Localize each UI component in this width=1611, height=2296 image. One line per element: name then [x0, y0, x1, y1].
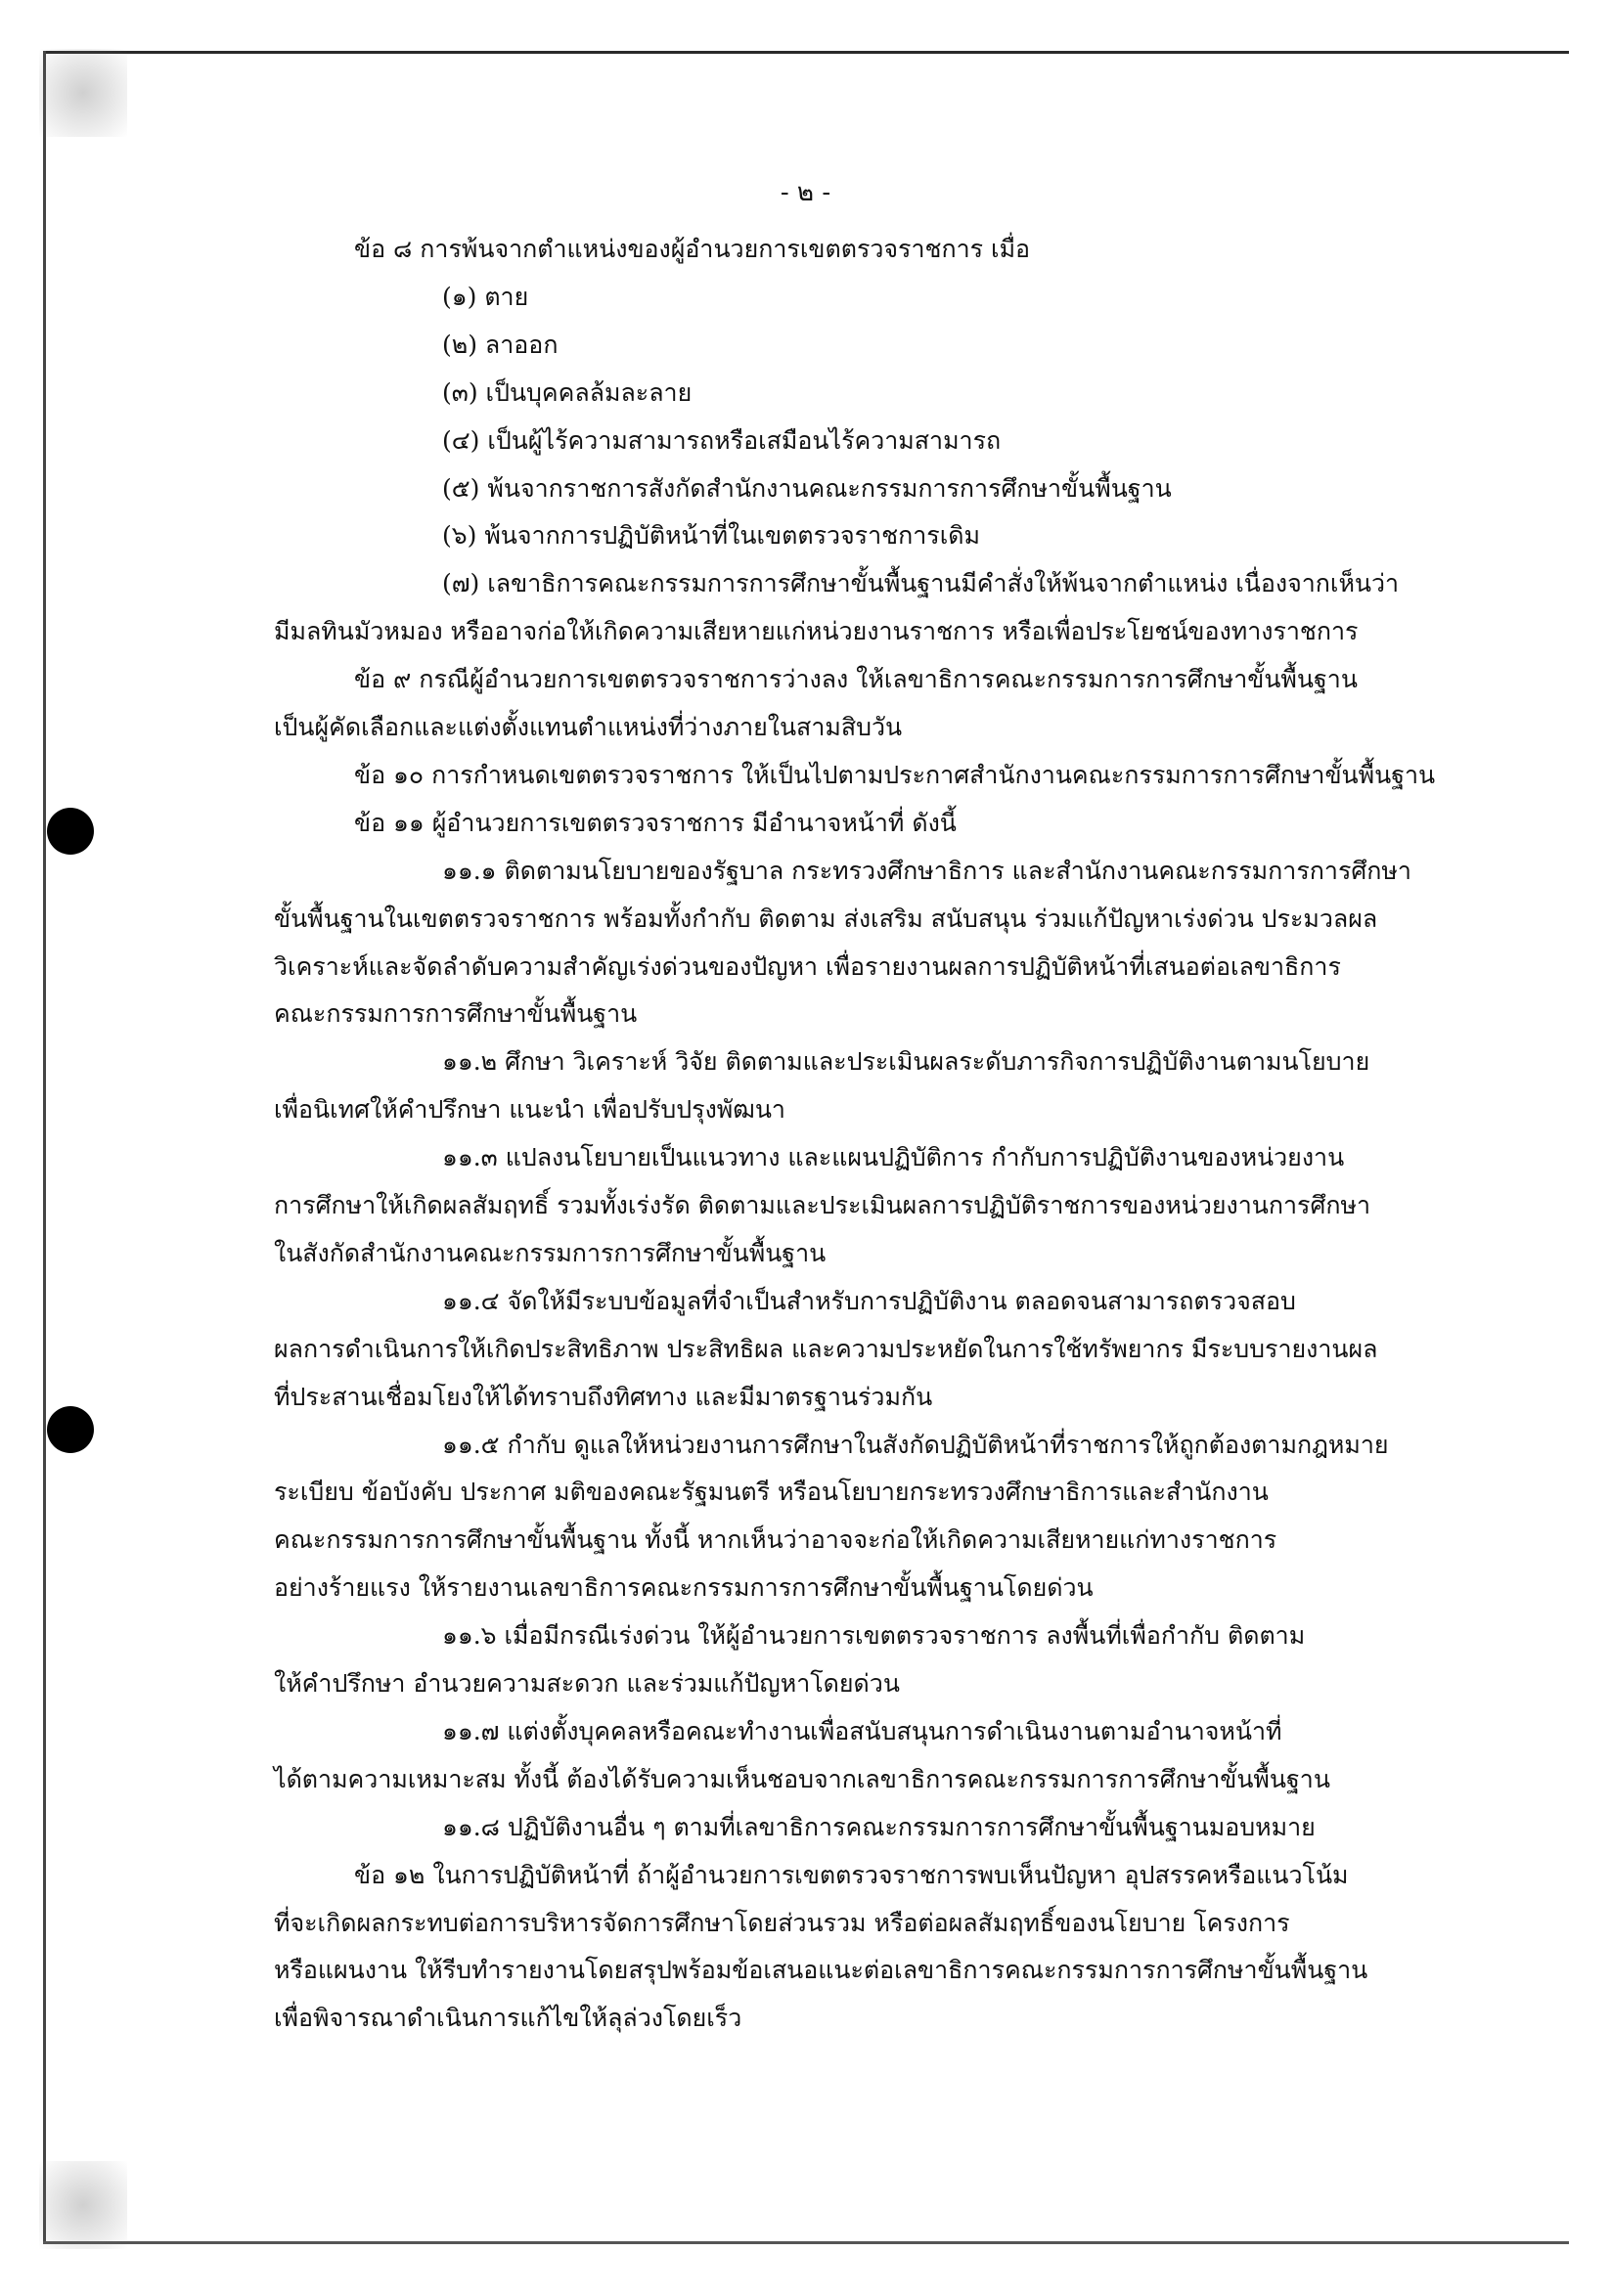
text-line: เป็นผู้คัดเลือกและแต่งตั้งแทนตำแหน่งที่ว่างภายในสามสิบวัน	[274, 713, 903, 741]
text-line: หรือแผนงาน ให้รีบทำรายงานโดยสรุปพร้อมข้อเสนอแนะต่อเลขาธิการคณะกรรมการการศึกษาขั้นพื้นฐาน	[274, 1956, 1368, 1985]
text-line: ข้อ ๑๐ การกำหนดเขตตรวจราชการ ให้เป็นไปตามประกาศสำนักงานคณะกรรมการการศึกษาขั้นพื้นฐาน	[354, 760, 1436, 789]
text-line: การศึกษาให้เกิดผลสัมฤทธิ์ รวมทั้งเร่งรัด ติดตามและประเมินผลการปฏิบัติราชการของหน่วยงานการศึกษา	[274, 1191, 1370, 1219]
text-line: ในสังกัดสำนักงานคณะกรรมการการศึกษาขั้นพื้นฐาน	[274, 1238, 827, 1267]
text-line: เพื่อนิเทศให้คำปรึกษา แนะนำ เพื่อปรับปรุงพัฒนา	[274, 1095, 785, 1125]
punch-hole-bottom	[47, 1406, 94, 1453]
scan-border-left	[43, 51, 46, 2241]
scan-smudge-top-left	[39, 49, 127, 137]
text-line: ๑๑.๘ ปฏิบัติงานอื่น ๆ ตามที่เลขาธิการคณะกรรมการการศึกษาขั้นพื้นฐานมอบหมาย	[442, 1812, 1316, 1841]
text-line: ๑๑.๒ ศึกษา วิเคราะห์ วิจัย ติดตามและประเมินผลระดับภารกิจการปฏิบัติงานตามนโยบาย	[442, 1047, 1370, 1077]
text-line: ข้อ ๙ กรณีผู้อำนวยการเขตตรวจราชการว่างลง ให้เลขาธิการคณะกรรมการการศึกษาขั้นพื้นฐาน	[354, 665, 1358, 694]
text-line: (๔) เป็นผู้ไร้ความสามารถหรือเสมือนไร้ความสามารถ	[442, 425, 1002, 455]
text-line: ขั้นพื้นฐานในเขตตรวจราชการ พร้อมทั้งกำกับ ติดตาม ส่งเสริม สนับสนุน ร่วมแก้ปัญหาเร่งด่วน ประมวลผล	[274, 904, 1378, 933]
text-line: ๑๑.๕ กำกับ ดูแลให้หน่วยงานการศึกษาในสังกัดปฏิบัติหน้าที่ราชการให้ถูกต้องตามกฎหมาย	[442, 1430, 1389, 1459]
text-line: ๑๑.๔ จัดให้มีระบบข้อมูลที่จำเป็นสำหรับการปฏิบัติงาน ตลอดจนสามารถตรวจสอบ	[442, 1286, 1296, 1315]
text-line: ๑๑.๑ ติดตามนโยบายของรัฐบาล กระทรวงศึกษาธิการ และสำนักงานคณะกรรมการการศึกษา	[442, 856, 1411, 885]
text-line: ที่ประสานเชื่อมโยงให้ได้ทราบถึงทิศทาง และมีมาตรฐานร่วมกัน	[274, 1382, 933, 1411]
text-line: ผลการดำเนินการให้เกิดประสิทธิภาพ ประสิทธิผล และความประหยัดในการใช้ทรัพยากร มีระบบรายงานผล	[274, 1334, 1378, 1363]
scan-border-top	[43, 51, 1569, 54]
text-line: คณะกรรมการการศึกษาขั้นพื้นฐาน	[274, 999, 638, 1029]
text-line: (๖) พ้นจากการปฏิบัติหน้าที่ในเขตตรวจราชการเดิม	[442, 521, 980, 551]
text-line: ที่จะเกิดผลกระทบต่อการบริหารจัดการศึกษาโดยส่วนรวม หรือต่อผลสัมฤทธิ์ของนโยบาย โครงการ	[274, 1908, 1290, 1937]
text-line: ระเบียบ ข้อบังคับ ประกาศ มติของคณะรัฐมนตรี หรือนโยบายกระทรวงศึกษาธิการและสำนักงาน	[274, 1478, 1269, 1507]
text-line: (๕) พ้นจากราชการสังกัดสำนักงานคณะกรรมการการศึกษาขั้นพื้นฐาน	[442, 473, 1172, 503]
punch-hole-top	[47, 808, 94, 855]
text-line: (๗) เลขาธิการคณะกรรมการการศึกษาขั้นพื้นฐานมีคำสั่งให้พ้นจากตำแหน่ง เนื่องจากเห็นว่า	[442, 569, 1400, 598]
text-line: คณะกรรมการการศึกษาขั้นพื้นฐาน ทั้งนี้ หากเห็นว่าอาจจะก่อให้เกิดความเสียหายแก่ทางราชการ	[274, 1525, 1277, 1555]
text-line: ข้อ ๑๒ ในการปฏิบัติหน้าที่ ถ้าผู้อำนวยการเขตตรวจราชการพบเห็นปัญหา อุปสรรคหรือแนวโน้ม	[354, 1860, 1349, 1889]
text-line: ข้อ ๘ การพ้นจากตำแหน่งของผู้อำนวยการเขตตรวจราชการ เมื่อ	[354, 235, 1031, 263]
text-line: ได้ตามความเหมาะสม ทั้งนี้ ต้องได้รับความเห็นชอบจากเลขาธิการคณะกรรมการการศึกษาขั้นพื้นฐาน	[274, 1764, 1330, 1793]
text-line: ๑๑.๖ เมื่อมีกรณีเร่งด่วน ให้ผู้อำนวยการเขตตรวจราชการ ลงพื้นที่เพื่อกำกับ ติดตาม	[442, 1621, 1306, 1651]
text-line: ให้คำปรึกษา อำนวยความสะดวก และร่วมแก้ปัญหาโดยด่วน	[274, 1669, 900, 1698]
scan-border-bottom	[43, 2241, 1569, 2244]
text-line: ๑๑.๗ แต่งตั้งบุคคลหรือคณะทำงานเพื่อสนับสนุนการดำเนินงานตามอำนาจหน้าที่	[442, 1716, 1282, 1745]
text-line: ๑๑.๓ แปลงนโยบายเป็นแนวทาง และแผนปฏิบัติการ กำกับการปฏิบัติงานของหน่วยงาน	[442, 1143, 1345, 1172]
text-line: (๑) ตาย	[442, 282, 529, 311]
text-line: เพื่อพิจารณาดำเนินการแก้ไขให้ลุล่วงโดยเร็ว	[274, 2004, 742, 2033]
scan-smudge-bottom-left	[39, 2161, 127, 2249]
text-line: (๓) เป็นบุคคลล้มละลาย	[442, 377, 693, 407]
text-line: วิเคราะห์และจัดลำดับความสำคัญเร่งด่วนของปัญหา เพื่อรายงานผลการปฏิบัติหน้าที่เสนอต่อเลขาธิการ	[274, 951, 1341, 981]
page-number: - ๒ -	[780, 178, 831, 207]
text-line: (๒) ลาออก	[442, 330, 559, 359]
text-line: มีมลทินมัวหมอง หรืออาจก่อให้เกิดความเสียหายแก่หน่วยงานราชการ หรือเพื่อประโยชน์ของทางราชการ	[274, 617, 1359, 646]
text-line: อย่างร้ายแรง ให้รายงานเลขาธิการคณะกรรมการการศึกษาขั้นพื้นฐานโดยด่วน	[274, 1573, 1094, 1603]
text-line: ข้อ ๑๑ ผู้อำนวยการเขตตรวจราชการ มีอำนาจหน้าที่ ดังนี้	[354, 808, 957, 837]
